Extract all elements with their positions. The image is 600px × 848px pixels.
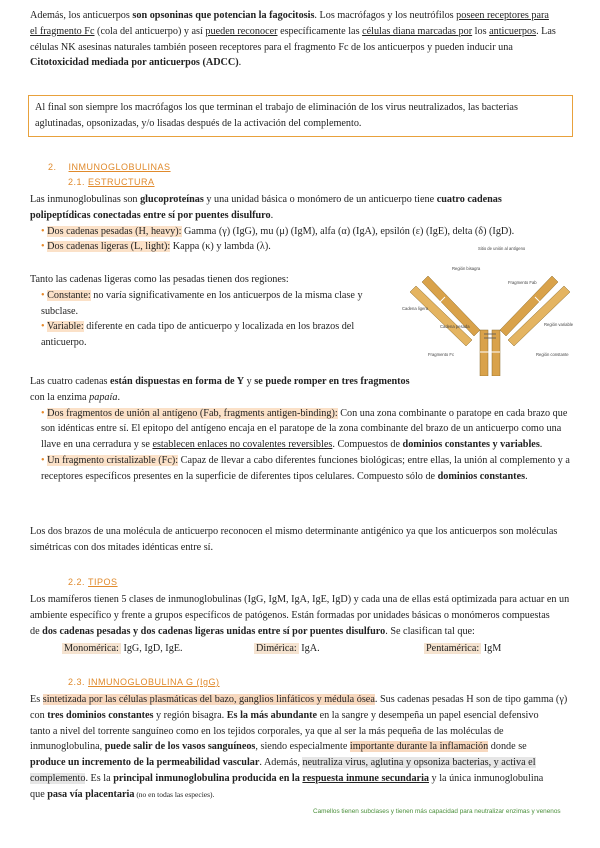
text: inmunoglobulina, xyxy=(30,741,105,753)
text: células NK asesinas naturales también poseen receptores para el fragmento Fc de los anticuerpos y pueden inducir una xyxy=(30,41,513,53)
bullet-icon: • xyxy=(41,241,45,253)
text: . Es la xyxy=(85,773,114,785)
text-bold: principal inmunoglobulina producida en la xyxy=(113,773,303,785)
text: . xyxy=(270,209,274,221)
text-small: (no en todas las especies). xyxy=(134,789,215,799)
heading-title: INMUNOGLOBULINAS xyxy=(68,162,171,172)
antibody-structure-diagram xyxy=(400,244,578,376)
text: . xyxy=(117,391,120,403)
section-heading-2-3 xyxy=(68,676,220,690)
margin-note: Camellos tienen subclases y tienen más capacidad para neutralizar enzimas y venenos xyxy=(313,808,561,815)
bullet-icon: • xyxy=(41,407,45,419)
text-underlined: células diana marcadas por xyxy=(362,25,473,37)
text: Es xyxy=(30,694,43,705)
heading-title: INMUNOGLOBULINA G (IgG) xyxy=(88,677,220,687)
text-underlined: el fragmento Fc xyxy=(30,25,95,37)
text: y una unidad básica o monómero de un anticuerpo tiene xyxy=(203,194,437,205)
text-highlighted: sintetizada por las células plasmáticas del bazo, ganglios linfáticos y médula ósea xyxy=(42,694,375,705)
tipos-paragraph xyxy=(30,592,575,639)
text-bold: pasa vía placentaria xyxy=(47,788,135,800)
bullet-icon: • xyxy=(41,455,45,467)
text: con xyxy=(30,709,48,721)
text-underlined: establecen enlaces no covalentes reversibles xyxy=(152,439,333,451)
text: IgM xyxy=(481,643,502,654)
label-light-chain: Cadena ligera xyxy=(402,306,429,311)
text: , siendo especialmente xyxy=(255,741,350,753)
text: . Las xyxy=(536,25,556,37)
text-bold: polipeptídicas conectadas entre sí por puentes disulfuro xyxy=(30,209,271,221)
text: no varía significativamente en los anticuerpos de la misma clase y subclase. xyxy=(41,289,363,317)
fragments-block xyxy=(30,374,575,485)
highlight-label: Pentamérica: xyxy=(426,643,480,654)
text-underlined: poseen receptores para xyxy=(456,10,549,21)
heading-number: 2.1. xyxy=(68,177,86,187)
text: Además, los anticuerpos xyxy=(30,10,133,21)
section-heading-2-1 xyxy=(68,176,155,190)
text: . Se clasifican tal que: xyxy=(385,625,475,637)
text: Capaz de llevar a cabo diferentes funciones biológicas; entre ellas, la unión al complemento y a receptores específicos presentes en la superficie de diferentes tipos celulares. Compuesto sólo de xyxy=(41,455,570,482)
highlight-label: Constante: xyxy=(47,289,91,301)
text-bold: se puede romper en tres fragmentos xyxy=(254,376,410,387)
text-highlighted: importante durante la inflamación xyxy=(349,741,489,753)
label-fab: Fragmento Fab xyxy=(508,280,537,285)
text: con la enzima xyxy=(30,391,90,403)
kind-dimeric xyxy=(254,641,320,657)
highlight-label: Dimérica: xyxy=(256,643,297,654)
heading-number: 2.2. xyxy=(68,577,86,587)
text: Con una zona combinante o paratope en cada brazo que son idénticas entre sí. El epitopo del antígeno encaja en el paratope de la zona combinante del brazo de un anticuerpo como una llave en una cerradura y se xyxy=(41,407,568,451)
text-bold-underlined: respuesta inmune secundaria xyxy=(302,773,429,785)
heading-title: ESTRUCTURA xyxy=(88,177,155,187)
text: IgA. xyxy=(298,643,320,654)
text: y xyxy=(244,376,255,387)
symmetry-paragraph xyxy=(30,524,575,556)
text: Los dos brazos de una molécula de anticuerpo reconocen el mismo determinante antigénico ya que los anticuerpos son moléculas simétricas con dos mitades idénticas entre sí. xyxy=(30,526,558,553)
text: y la única inmunoglobulina xyxy=(429,773,544,785)
intro-paragraph xyxy=(30,8,575,71)
text: y región bisagra. xyxy=(153,709,227,721)
fc-left-chain xyxy=(480,330,488,376)
label-constant: Región constante xyxy=(536,352,569,357)
text: Kappa (κ) y lambda (λ). xyxy=(170,241,271,253)
text-underlined: anticuerpos xyxy=(489,25,537,37)
text: . xyxy=(525,470,528,482)
text-bold: puede salir de los vasos sanguíneos xyxy=(104,741,256,753)
section-heading-2 xyxy=(48,161,171,175)
kind-monomeric xyxy=(62,641,183,657)
text-italic: papaía xyxy=(89,391,118,403)
text-bold: están dispuestas en forma de Y xyxy=(110,376,245,387)
kind-pentameric xyxy=(424,641,501,657)
highlight-label: Variable: xyxy=(46,321,84,333)
text: Los mamíferos tienen 5 clases de inmunoglobulinas (IgG, IgM, IgA, IgE, IgD) y cada una de ellas está optimizada para actuar en un ambiente específico y frente a grupos específicos de patógenos. Están formadas por unidades básicas o monómeros compuestas xyxy=(30,594,570,621)
text-highlighted: complemento xyxy=(30,773,86,785)
text: IgG, IgD, IgE. xyxy=(120,643,183,654)
text: de xyxy=(30,625,43,637)
text: Las cuatro cadenas xyxy=(30,376,111,387)
bullet-icon: • xyxy=(41,289,45,301)
text-bold: dominios constantes y variables xyxy=(402,439,540,451)
text: . Los macrófagos y los neutrófilos xyxy=(314,10,457,21)
highlight-label: Dos fragmentos de unión al antígeno (Fab, fragments antigen-binding): xyxy=(47,407,338,419)
text: Gamma (γ) (IgG), mu (μ) (IgM), alfa (α) (IgA), epsilón (ε) (IgE), delta (δ) (IgD). xyxy=(181,225,515,237)
bullet-icon: • xyxy=(41,225,45,237)
text: Las inmunoglobulinas son xyxy=(30,194,141,205)
text: . xyxy=(238,57,242,69)
text: . Sus cadenas pesadas H son de tipo gamma (γ) xyxy=(374,694,568,705)
section-heading-2-2 xyxy=(68,576,118,590)
fc-right-chain xyxy=(492,330,500,376)
text-underlined: pueden reconocer xyxy=(205,25,278,37)
text-bold: dominios constantes xyxy=(437,470,526,482)
highlight-label: Dos cadenas pesadas (H, heavy): xyxy=(47,225,182,237)
bullet-icon: • xyxy=(41,321,45,333)
label-antigen-site: Sitio de unión al antígeno xyxy=(478,246,526,251)
label-fc: Fragmento Fc xyxy=(428,352,455,357)
text: . Además, xyxy=(259,757,303,769)
heading-number: 2. xyxy=(48,162,57,172)
text-bold: Citotoxicidad mediada por anticuerpos (ADCC) xyxy=(30,57,239,69)
text: (cola del anticuerpo) y así xyxy=(94,25,206,37)
text-bold: dos cadenas pesadas y dos cadenas ligeras unidas entre sí por puentes disulfuro xyxy=(42,625,386,637)
highlight-label: Monomérica: xyxy=(64,643,119,654)
text: que xyxy=(30,788,48,800)
regiones-block xyxy=(30,272,375,351)
text: . Compuestos de xyxy=(332,439,403,451)
callout-box xyxy=(28,95,573,137)
label-variable: Región variable xyxy=(544,322,574,327)
label-hinge: Región bisagra xyxy=(452,266,481,271)
heading-number: 2.3. xyxy=(68,677,86,687)
text: los xyxy=(472,25,490,37)
heading-title: TIPOS xyxy=(88,577,118,587)
text-bold: tres dominios constantes xyxy=(47,709,154,721)
callout-text: Al final son siempre los macrófagos los que terminan el trabajo de eliminación de los virus neutralizados, las bacterias aglutinadas, opsonizadas, y/o lisadas después de la activación del complemento. xyxy=(35,102,518,130)
highlight-label: Dos cadenas ligeras (L, light): xyxy=(47,241,171,253)
text: Tanto las cadenas ligeras como las pesadas tienen dos regiones: xyxy=(30,274,289,285)
text-bold: son opsoninas que potencian la fagocitosis xyxy=(132,10,315,21)
label-heavy-chain: Cadena pesada xyxy=(440,324,470,329)
text-bold: Es la más abundante xyxy=(226,709,318,721)
text: tanto a nivel del torrente sanguíneo como en los tejidos corporales, ya que al ser la más pequeña de las moléculas de xyxy=(30,725,504,737)
text: diferente en cada tipo de anticuerpo y localizada en los brazos del anticuerpo. xyxy=(41,321,355,349)
text-bold: produce un incremento de la permeabilidad vascular xyxy=(30,757,260,769)
text: donde se xyxy=(488,741,527,753)
igg-paragraph xyxy=(30,692,575,803)
highlight-label: Un fragmento cristalizable (Fc): xyxy=(47,455,179,467)
text: específicamente las xyxy=(277,25,363,37)
text: . xyxy=(539,439,543,451)
text: en la sangre y desempeña un papel esencial defensivo xyxy=(317,709,539,721)
text-highlighted: neutraliza virus, aglutina y opsoniza bacterias, y activa el xyxy=(302,757,536,769)
text-bold: glucoproteínas xyxy=(140,194,204,205)
text-bold: cuatro cadenas xyxy=(436,194,502,205)
